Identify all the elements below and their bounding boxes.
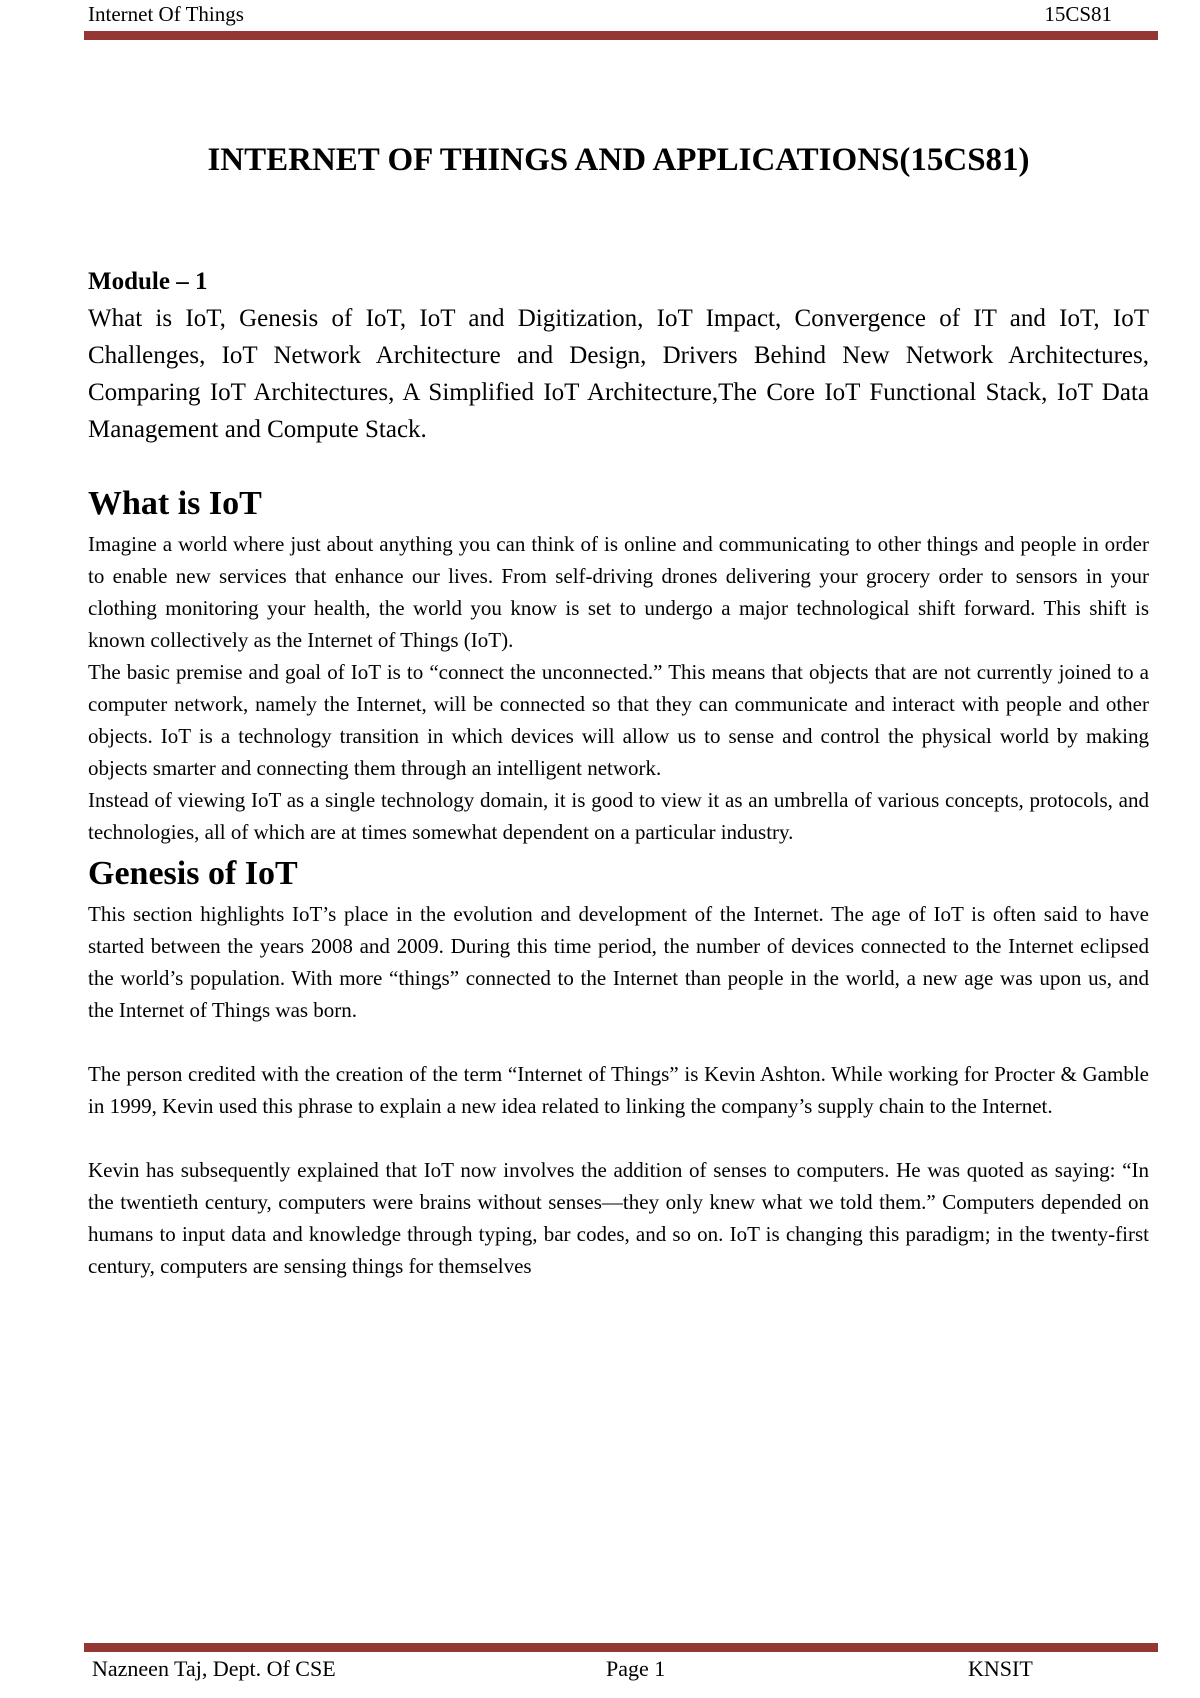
header-rule <box>84 31 1158 40</box>
paragraph: This section highlights IoT’s place in the evolution and development of the Internet. The age of IoT is often said to have started between the years 2008 and 2009. During this time period, the number of devices connected to the Internet eclipsed the world’s population. With more “things” connected to the Internet than people in the world, a new age was upon us, and the Internet of Things was born. <box>88 902 1149 1022</box>
footer-page-number: Page 1 <box>606 1656 666 1681</box>
paragraph: Imagine a world where just about anything you can think of is online and communicating to other things and people in order to enable new services that enhance our lives. From self-driving drones delivering your grocery order to sensors in your clothing monitoring your health, the world you know is set to undergo a major technological shift forward. This shift is known collectively as the Internet of Things (IoT). <box>88 532 1149 652</box>
module-topics: What is IoT, Genesis of IoT, IoT and Digitization, IoT Impact, Convergence of IT and IoT, IoT Challenges, IoT Network Architecture and Design, Drivers Behind New Network Architectures, Comparing IoT Architectures, A Simplified IoT Architecture,The Core IoT Functional Stack, IoT Data Management and Compute Stack. <box>88 305 1149 443</box>
section-heading-genesis-of-iot: Genesis of IoT <box>88 855 298 892</box>
page-body <box>88 140 1149 1282</box>
paragraph: The basic premise and goal of IoT is to “connect the unconnected.” This means that objects that are not currently joined to a computer network, namely the Internet, will be connected so that they can communicate and interact with people and other objects. IoT is a technology transition in which devices will allow us to sense and control the physical world by making objects smarter and connecting them through an intelligent network. <box>88 660 1149 780</box>
running-header-course-code: 15CS81 <box>1044 2 1112 26</box>
footer-author: Nazneen Taj, Dept. Of CSE <box>92 1656 336 1681</box>
paragraph: Instead of viewing IoT as a single technology domain, it is good to view it as an umbrella of various concepts, protocols, and technologies, all of which are at times somewhat dependent on a particular industry. <box>88 788 1149 844</box>
footer-institution: KNSIT <box>968 1656 1033 1681</box>
module-label: Module – 1 <box>88 268 208 295</box>
section-heading-what-is-iot: What is IoT <box>88 485 262 522</box>
paragraph: Kevin has subsequently explained that IoT now involves the addition of senses to computers. He was quoted as saying: “In the twentieth century, computers were brains without senses—they only knew what we told them.” Computers depended on humans to input data and knowledge through typing, bar codes, and so on. IoT is changing this paradigm; in the twenty-first century, computers are sensing things for themselves <box>88 1158 1149 1278</box>
footer-rule <box>84 1643 1158 1652</box>
document-title: INTERNET OF THINGS AND APPLICATIONS(15CS81) <box>207 142 1030 178</box>
paragraph: The person credited with the creation of the term “Internet of Things” is Kevin Ashton. While working for Procter & Gamble in 1999, Kevin used this phrase to explain a new idea related to linking the company’s supply chain to the Internet. <box>88 1062 1149 1118</box>
running-header-title: Internet Of Things <box>88 2 244 26</box>
